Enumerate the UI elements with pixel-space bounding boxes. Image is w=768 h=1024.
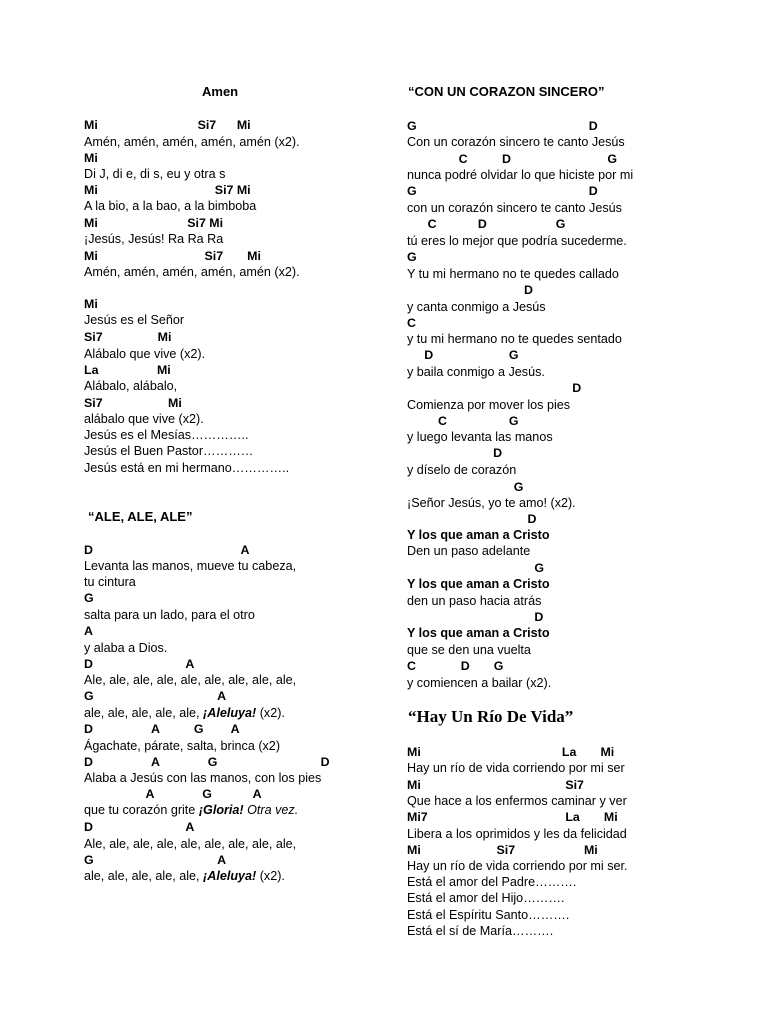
lyric-line: Ale, ale, ale, ale, ale, ale, ale, ale, ale, (84, 673, 297, 687)
chord-line: D (407, 610, 544, 624)
song-title: “CON UN CORAZON SINCERO” (408, 84, 605, 99)
lyric-line: Y tu mi hermano no te quedes callado (407, 267, 619, 281)
song-title: “Hay Un Río De Vida” (408, 707, 574, 726)
chord-line: Mi Si7 Mi (84, 249, 261, 263)
lyric-line: y díselo de corazón (407, 463, 517, 477)
chord-line: D A (84, 820, 195, 834)
chord-line: Mi Si7 (407, 778, 584, 792)
lyric-line: Está el amor del Hijo………. (407, 891, 565, 905)
lyric-line: Amén, amén, amén, amén, amén (x2). (84, 265, 300, 279)
lyric-line: Con un corazón sincero te canto Jesús (407, 135, 625, 149)
lyric-line: salta para un lado, para el otro (84, 608, 255, 622)
lyric-line: Amén, amén, amén, amén, amén (x2). (84, 135, 300, 149)
lyric-line: Jesús es el Mesías………….. (84, 428, 249, 442)
lyric-segment: que tu corazón grite (84, 803, 199, 817)
lyric-line: Ágachate, párate, salta, brinca (x2) (84, 739, 281, 753)
lyric-line: alábalo que vive (x2). (84, 412, 204, 426)
lyric-line: Jesús está en mi hermano………….. (84, 461, 290, 475)
lyric-line: den un paso hacia atrás (407, 594, 542, 608)
emphasis-text: ¡Aleluya! (203, 869, 257, 883)
chord-line: D A G A (84, 722, 240, 736)
chord-line: C G (407, 414, 519, 428)
lyric-line: Libera a los oprimidos y les da felicidad (407, 827, 627, 841)
chord-line: Mi (84, 297, 98, 311)
chord-line: D (407, 446, 503, 460)
lyric-line: Di J, di e, di s, eu y otra s (84, 167, 226, 181)
lyric-segment: (x2). (256, 706, 285, 720)
lyric-line: Está el Espíritu Santo………. (407, 908, 570, 922)
chord-line: Mi Si7 Mi (84, 118, 251, 132)
chord-line: Mi (84, 151, 98, 165)
chord-line: C D G (407, 659, 504, 673)
lyric-line: y baila conmigo a Jesús. (407, 365, 545, 379)
lyric-line (84, 802, 298, 818)
chord-line: D A (84, 543, 250, 557)
chord-line: C D G (407, 152, 617, 166)
chord-line: G A (84, 853, 227, 867)
lyric-line: ¡Jesús, Jesús! Ra Ra Ra (84, 232, 224, 246)
chord-line: D G (407, 348, 519, 362)
lyric-line: nunca podré olvidar lo que hiciste por mi (407, 168, 634, 182)
chord-line: A (84, 624, 93, 638)
lyric-line: y comiencen a bailar (x2). (407, 676, 552, 690)
chord-line: D (407, 381, 582, 395)
lyric-line: Levanta las manos, mueve tu cabeza, (84, 559, 297, 573)
lyric-line: Hay un río de vida corriendo por mi ser. (407, 859, 628, 873)
chord-line: Mi Si7 Mi (84, 183, 251, 197)
emphasis-text: ¡Gloria! (198, 803, 244, 817)
chord-line: G D (407, 184, 598, 198)
chord-line: G (407, 480, 524, 494)
chord-line: Mi7 La Mi (407, 810, 618, 824)
chord-line: La Mi (84, 363, 171, 377)
lyric-line: tú eres lo mejor que podría sucederme. (407, 234, 627, 248)
chord-line: D A G D (84, 755, 330, 769)
lyric-segment: (x2). (256, 869, 285, 883)
song-title: Amen (202, 84, 239, 99)
lyric-line: Jesús el Buen Pastor………… (84, 444, 254, 458)
lyric-line: y luego levanta las manos (407, 430, 553, 444)
chord-line: Si7 Mi (84, 396, 182, 410)
lyric-line: Comienza por mover los pies (407, 398, 571, 412)
lyric-line: que se den una vuelta (407, 643, 531, 657)
lyric-line: Alábalo que vive (x2). (84, 347, 206, 361)
chord-line: A G A (84, 787, 262, 801)
emphasis-text: ¡Aleluya! (203, 706, 257, 720)
chord-line: G (407, 250, 417, 264)
lyric-line: Y los que aman a Cristo (407, 528, 550, 542)
chord-line: G (407, 561, 545, 575)
lyric-line: Y los que aman a Cristo (407, 626, 550, 640)
chord-line: C D G (407, 217, 566, 231)
chord-line: G (84, 591, 94, 605)
chord-line: Si7 Mi (84, 330, 172, 344)
lyric-line (84, 705, 285, 721)
chord-line: G D (407, 119, 598, 133)
chord-line: Mi Si7 Mi (84, 216, 224, 230)
chord-line: D (407, 512, 537, 526)
lyric-line: Ale, ale, ale, ale, ale, ale, ale, ale, ale, (84, 837, 297, 851)
emphasis-text: Otra vez. (247, 803, 299, 817)
lyric-line: Está el amor del Padre………. (407, 875, 577, 889)
lyric-line: Y los que aman a Cristo (407, 577, 550, 591)
lyric-line: A la bio, a la bao, a la bimboba (84, 199, 257, 213)
lyric-line: Alaba a Jesús con las manos, con los pies (84, 771, 322, 785)
lyric-line: Alábalo, alábalo, (84, 379, 178, 393)
chord-line: D A (84, 657, 195, 671)
chord-line: D (407, 283, 533, 297)
lyric-line: con un corazón sincero te canto Jesús (407, 201, 622, 215)
lyric-line: Que hace a los enfermos caminar y ver (407, 794, 627, 808)
lyric-line: ¡Señor Jesús, yo te amo! (x2). (407, 496, 576, 510)
lyric-line: Jesús es el Señor (84, 313, 185, 327)
lyric-segment: ale, ale, ale, ale, ale, (84, 706, 204, 720)
chord-line: G A (84, 689, 227, 703)
lyric-line: y alaba a Dios. (84, 641, 168, 655)
lyric-line: tu cintura (84, 575, 136, 589)
chord-line: Mi La Mi (407, 745, 615, 759)
lyric-line: Hay un río de vida corriendo por mi ser (407, 761, 625, 775)
lyric-line: Está el sí de María………. (407, 924, 554, 938)
lyric-line (84, 868, 285, 884)
song-title: “ALE, ALE, ALE” (88, 509, 193, 524)
lyric-line: y tu mi hermano no te quedes sentado (407, 332, 622, 346)
lyric-segment: ale, ale, ale, ale, ale, (84, 869, 204, 883)
chord-line: C (407, 316, 416, 330)
lyric-line: y canta conmigo a Jesús (407, 300, 546, 314)
lyric-line: Den un paso adelante (407, 544, 531, 558)
chord-line: Mi Si7 Mi (407, 843, 598, 857)
